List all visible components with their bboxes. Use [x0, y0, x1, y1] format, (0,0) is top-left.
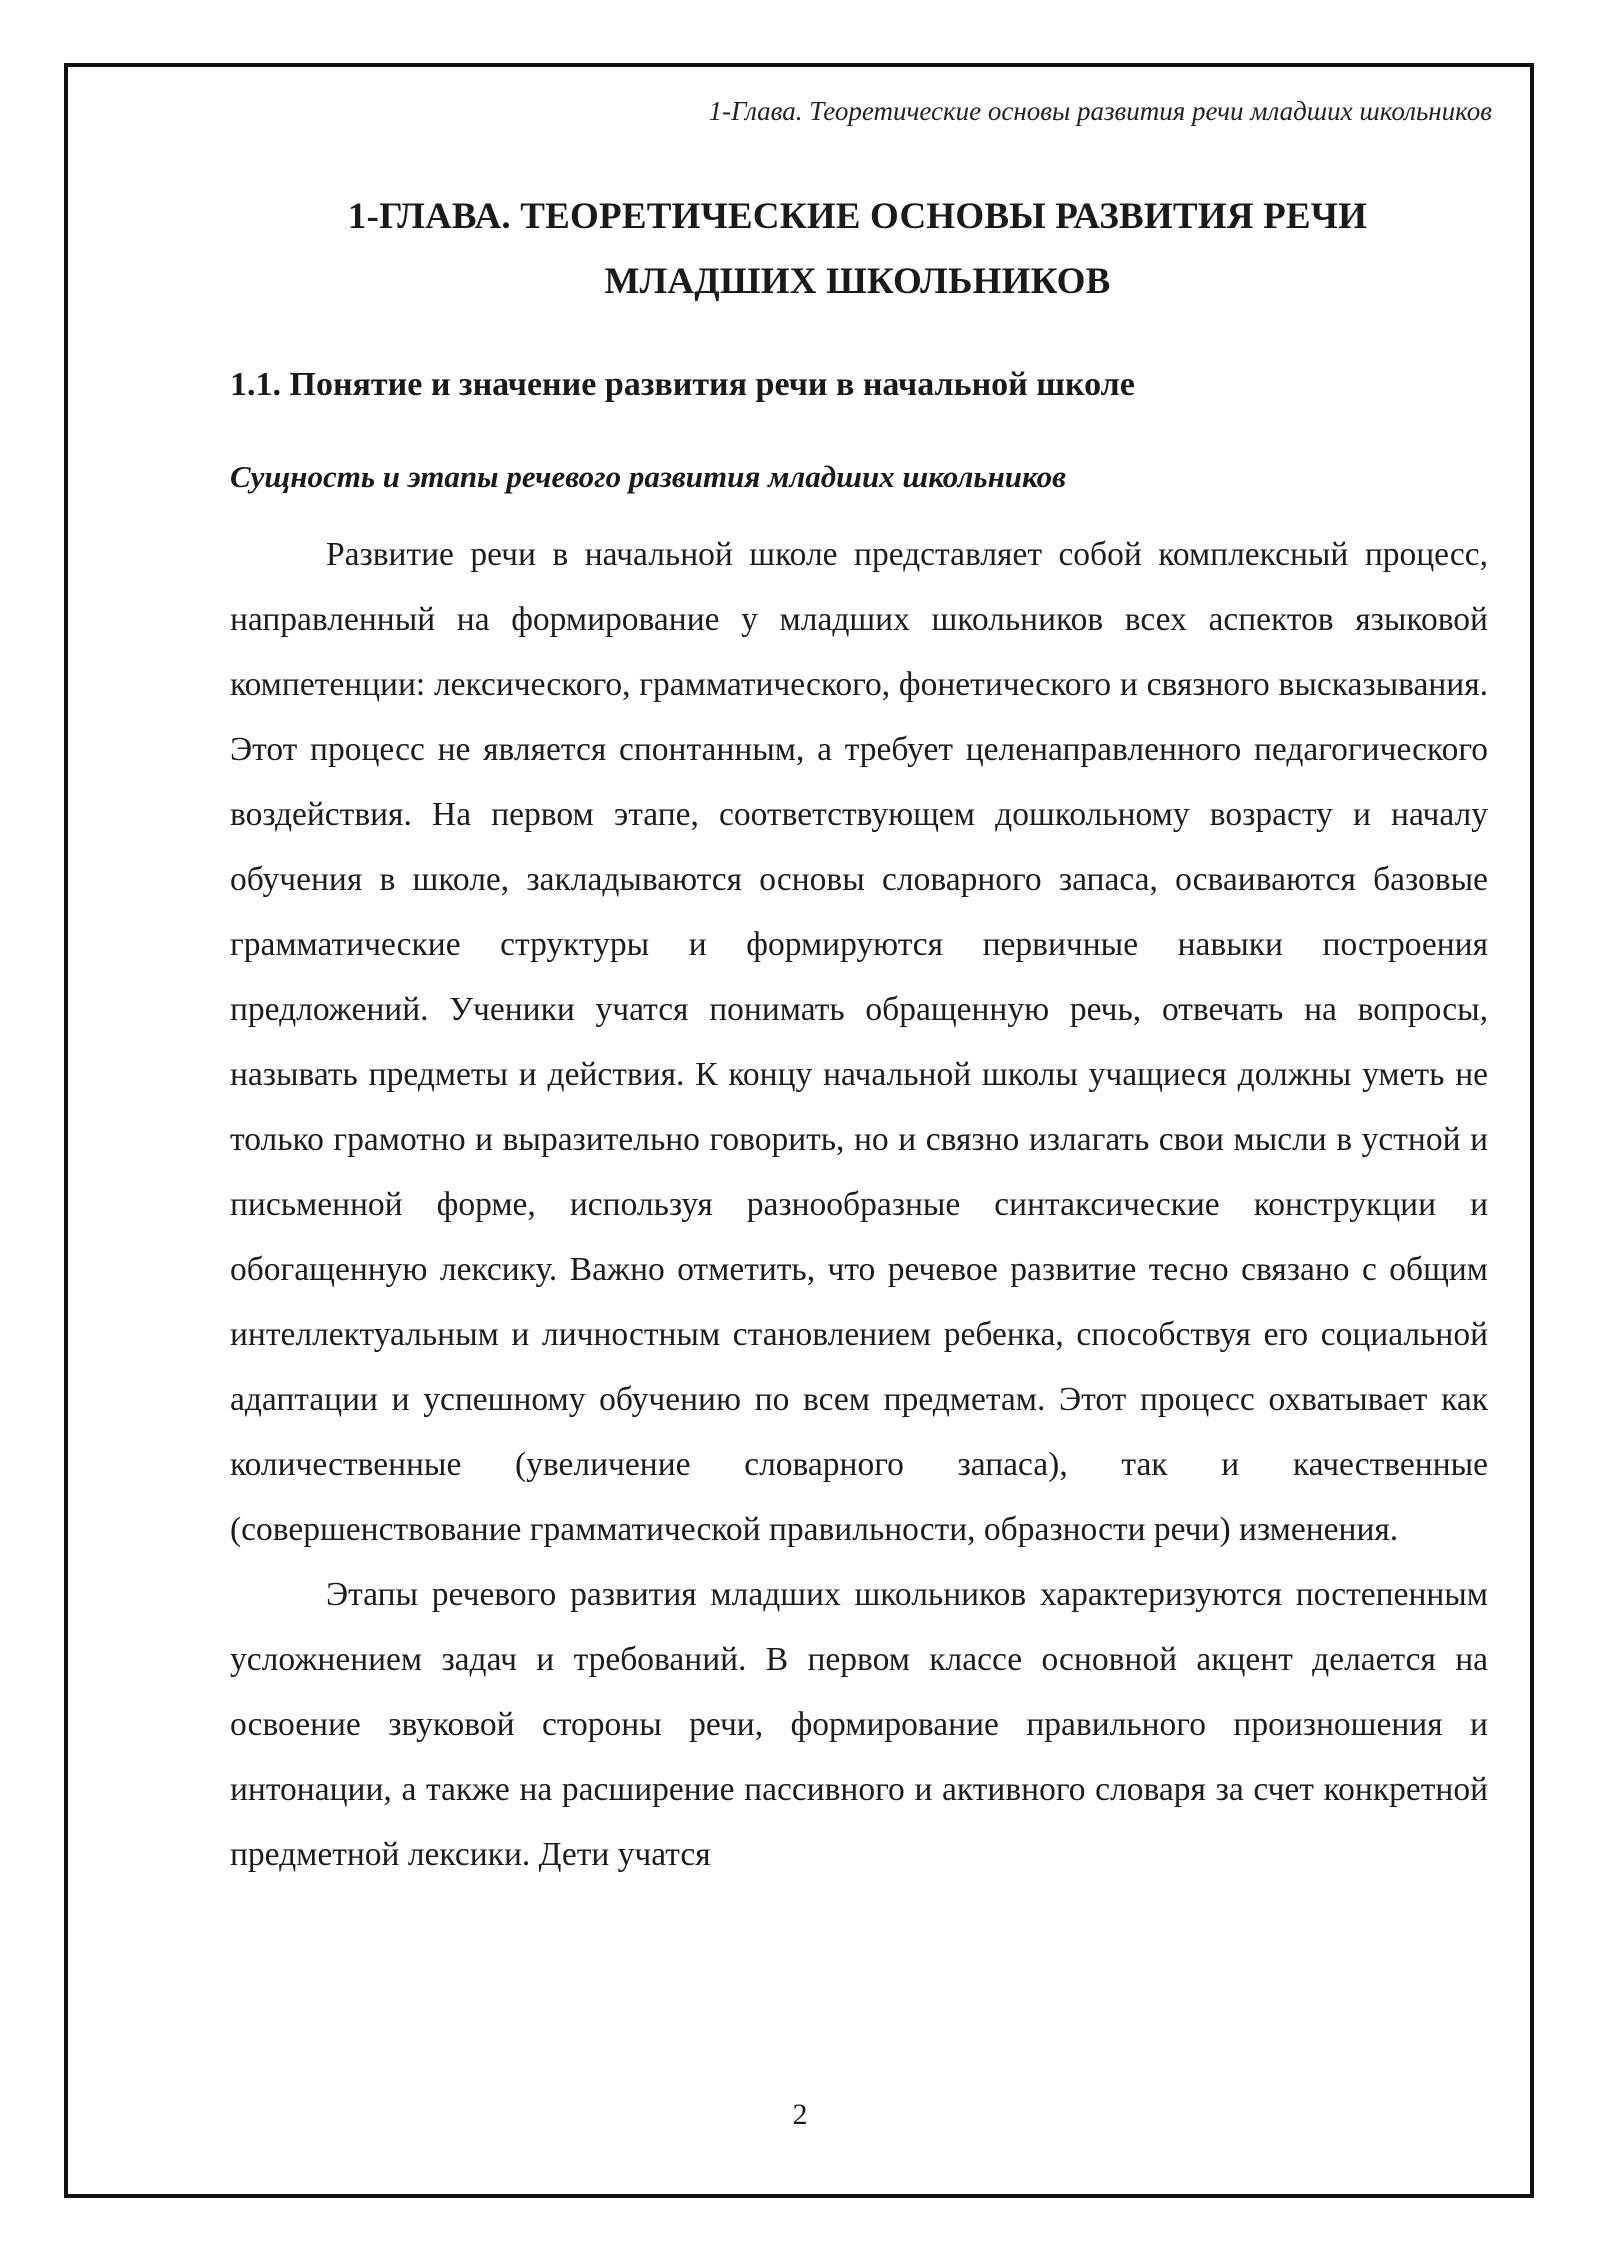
body-text [230, 522, 1488, 1887]
chapter-title-line-1: 1-ГЛАВА. ТЕОРЕТИЧЕСКИЕ ОСНОВЫ РАЗВИТИЯ РЕЧИ [347, 196, 1368, 237]
chapter-title [230, 184, 1485, 314]
paragraph-1: Развитие речи в начальной школе представляет собой комплексный процесс, направленный на формирование у младших школьников всех аспектов языковой компетенции: лексического, грамматического, фонетического и связного высказывания. Этот процесс не является спонтанным, а требует целенаправленного педагогического воздействия. На первом этапе, соответствующем дошкольному возрасту и началу обучения в школе, закладываются основы словарного запаса, осваиваются базовые грамматические структуры и формируются первичные навыки построения предложений. Ученики учатся понимать обращенную речь, отвечать на вопросы, называть предметы и действия. К концу начальной школы учащиеся должны уметь не только грамотно и выразительно говорить, но и связно излагать свои мысли в устной и письменной форме, используя разнообразные синтаксические конструкции и обогащенную лексику. Важно отметить, что речевое развитие тесно связано с общим интеллектуальным и личностным становлением ребенка, способствуя его социальной адаптации и успешному обучению по всем предметам. Этот процесс охватывает как количественные (увеличение словарного запаса), так и качественные (совершенствование грамматической правильности, образности речи) изменения. [230, 536, 1488, 1548]
running-header: 1-Глава. Теоретические основы развития речи младших школьников [708, 96, 1492, 126]
section-heading: 1.1. Понятие и значение развития речи в начальной школе [230, 366, 1135, 403]
chapter-title-line-2: МЛАДШИХ ШКОЛЬНИКОВ [604, 261, 1111, 302]
page-number: 2 [792, 2098, 808, 2131]
paragraph-2: Этапы речевого развития младших школьников характеризуются постепенным усложнением задач и требований. В первом классе основной акцент делается на освоение звуковой стороны речи, формирование правильного произношения и интонации, а также на расширение пассивного и активного словаря за счет конкретной предметной лексики. Дети учатся [230, 1576, 1488, 1873]
subsection-heading: Сущность и этапы речевого развития младших школьников [230, 459, 1066, 494]
